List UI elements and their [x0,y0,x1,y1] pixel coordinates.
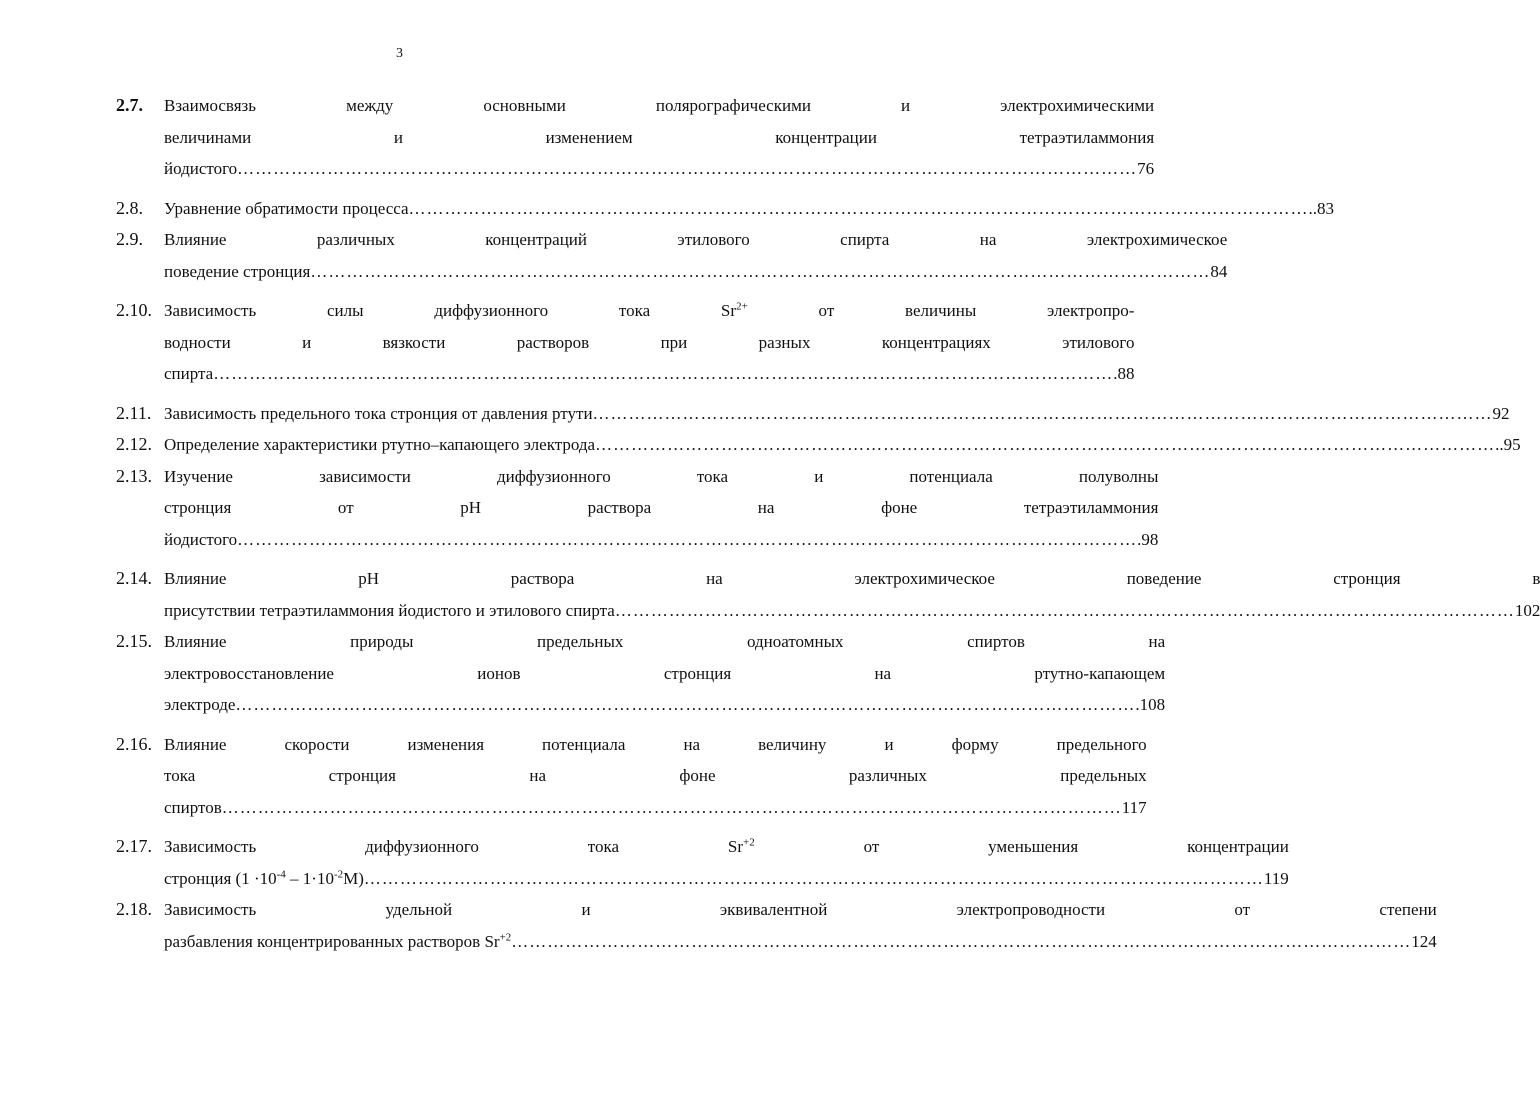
leader-dots [595,429,1495,461]
leader-dots [237,153,1137,185]
toc-entry-line: стронция от pH раствора на фоне тетраэтиламмония [164,498,1159,517]
toc-entry-line [164,831,1289,863]
toc-entry-line: Влияние природы предельных одноатомных спиртов на [164,632,1166,651]
toc-entry-number: 2.15. [116,631,152,651]
toc-entry-number: 2.17. [116,836,152,856]
toc-entry-2-17[interactable] [116,831,1289,894]
toc-page-number: .98 [1137,529,1159,549]
toc-entry-line-text: поведение стронция [164,261,311,281]
superscript: 2+ [736,300,748,313]
toc-entry-last-line [164,926,1437,958]
formula-part: – 1·10 [285,868,334,888]
toc-page-number: ..83 [1308,198,1335,218]
toc-entry-line-text: присутствии тетраэтиламмония йодистого и этилового спирта [164,600,615,620]
toc-entry-line: водности и вязкости растворов при разных концентрациях этилового [164,332,1135,352]
toc-page-number: ..95 [1495,435,1521,454]
toc-entry-line-text: от величины электропро- [747,301,1135,320]
toc-entry-number: 2.10. [116,300,152,320]
toc-entry-title [164,429,1521,461]
toc-entry-last-line [164,256,1227,288]
toc-entry-last-line [164,153,1154,185]
leader-dots [222,792,1122,824]
toc-entry-title [164,224,1227,287]
toc-entry-2-8[interactable] [116,193,1335,225]
toc-entry-title [164,193,1334,225]
toc-entry-line-text: разбавления концентрированных растворов Sr [164,931,500,951]
toc-entry-line-text: Определение характеристики ртутно–капающего электрода [164,435,596,454]
toc-entry-line-text: йодистого [164,159,238,178]
toc-entry-2-13[interactable] [116,461,1159,556]
toc-entry-line: электровосстановление ионов стронция на ртутно-капающем [164,663,1166,683]
toc-entry-number: 2.9. [116,229,143,249]
toc-entry-2-11[interactable] [116,398,1510,430]
leader-dots [364,863,1264,895]
toc-entry-line-text: Зависимость диффузионного тока Sr [164,837,743,856]
toc-entry-last-line [164,193,1334,225]
page-number: 3 [396,46,403,61]
toc-entry-last-line [164,595,1540,627]
toc-entry-number: 2.13. [116,465,152,486]
leader-dots [409,193,1309,225]
superscript: -4 [276,867,286,880]
toc-entry-line: Зависимость удельной и эквивалентной электропроводности от степени [164,900,1437,919]
toc-entry-number: 2.16. [116,733,152,754]
leader-dots [615,595,1515,627]
toc-page-number: 117 [1121,797,1147,817]
toc-entry-number: 2.11. [116,402,152,423]
toc-page-number: 76 [1137,159,1155,178]
toc-entry-last-line [164,792,1147,824]
toc-entry-line-text: Уравнение обратимости процесса [164,198,409,218]
toc-entry-2-14[interactable] [116,563,1540,626]
superscript: +2 [743,836,755,849]
toc-page-number: 119 [1263,868,1289,888]
toc-entry-line: величинами и изменением концентрации тетраэтиламмония [164,127,1155,147]
toc-entry-title [164,831,1289,894]
leader-dots [235,689,1135,721]
formula-part: стронция (1 ·10 [164,868,277,888]
leader-dots [593,398,1493,430]
toc-entry-number: 2.12. [116,434,152,454]
toc-entry-line: Влияние pH раствора на электрохимическое поведение стронция в [164,569,1540,588]
toc-entry-line-text: спиртов [164,797,222,817]
toc-entry-line-text: йодистого [164,529,238,549]
toc-entry-title [164,398,1510,430]
toc-entry-line [164,295,1134,327]
toc-entry-title [164,626,1165,721]
toc-entry-2-18[interactable] [116,894,1437,957]
toc-entry-2-15[interactable] [116,626,1166,721]
toc-entry-number: 2.7. [116,95,143,115]
toc-entry-title [164,295,1134,390]
toc-entry-last-line [164,398,1510,430]
toc-entry-line: тока стронция на фоне различных предельных [164,766,1147,785]
toc-entry-line-text [164,926,511,958]
superscript: +2 [499,930,512,943]
toc-entry-title [164,894,1437,957]
formula-part: M) [343,868,364,888]
leader-dots [310,256,1210,288]
toc-entry-2-12[interactable] [116,429,1521,461]
toc-entry-line-text: Зависимость предельного тока стронция от давления ртути [164,403,593,423]
toc-entry-title [164,461,1158,556]
toc-entry-title [164,729,1147,824]
toc-entry-2-16[interactable] [116,729,1147,824]
toc-entry-line-text: электроде [164,695,236,714]
toc-page-number: 124 [1411,931,1437,951]
toc-entry-line: Взаимосвязь между основными полярографическими и электрохимическими [164,96,1155,115]
leader-dots [237,524,1137,556]
toc-entry-number: 2.18. [116,899,152,919]
toc-entry-line-text: Зависимость силы диффузионного тока Sr [164,301,737,320]
toc-entry-2-7[interactable] [116,90,1155,185]
toc-entry-2-10[interactable] [116,295,1135,390]
leader-dots [511,926,1411,958]
toc-page-number: .108 [1135,695,1166,714]
toc-entry-last-line [164,524,1158,556]
toc-entry-line: Влияние различных концентраций этилового спирта на электрохимическое [164,230,1228,249]
toc-entry-line-text [164,863,364,895]
toc-entry-last-line [164,863,1289,895]
superscript: -2 [333,867,344,880]
toc-entry-last-line [164,429,1521,461]
table-of-contents [116,90,1540,957]
toc-entry-last-line [164,358,1134,390]
toc-entry-number: 2.14. [116,568,152,588]
toc-entry-line: Изучение зависимости диффузионного тока и потенциала полуволны [164,466,1159,486]
toc-entry-2-9[interactable] [116,224,1228,287]
toc-entry-line-text: от уменьшения концентрации [754,837,1289,856]
toc-entry-last-line [164,689,1165,721]
toc-entry-title [164,90,1154,185]
toc-entry-title [164,563,1540,626]
toc-page-number: .88 [1113,364,1135,383]
toc-page-number: 92 [1492,403,1510,423]
toc-page-number: 102 [1514,600,1540,620]
toc-entry-line-text: спирта [164,364,214,383]
toc-entry-number: 2.8. [116,197,143,218]
toc-page-number: 84 [1210,261,1228,281]
leader-dots [213,358,1113,390]
toc-entry-line: Влияние скорости изменения потенциала на величину и форму предельного [164,734,1147,754]
